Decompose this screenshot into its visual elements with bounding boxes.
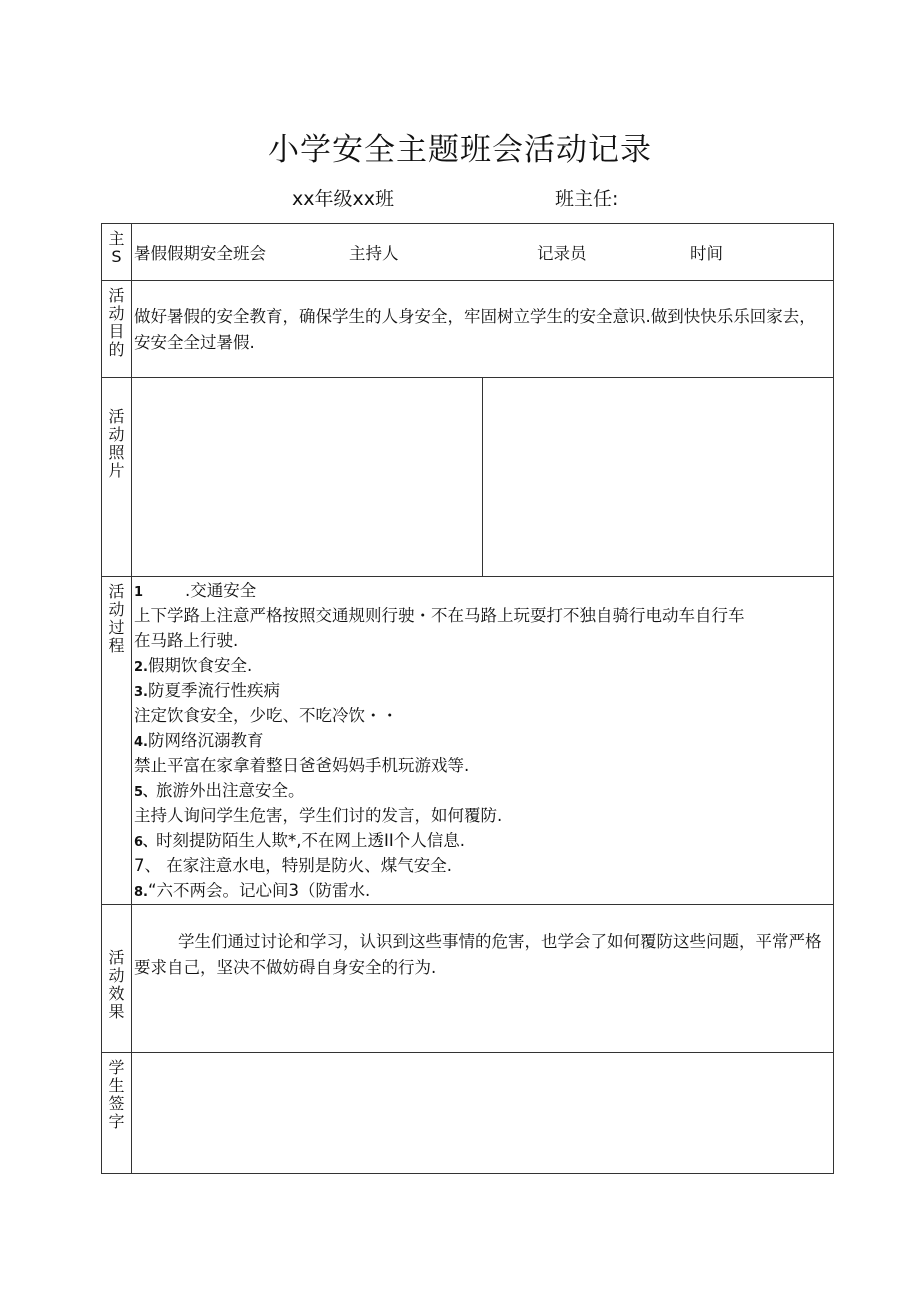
purpose-text: 做好暑假的安全教育，确保学生的人身安全，牢固树立学生的安全意识.做到快快乐乐回家去，安安全全过暑假. [134, 307, 816, 352]
process-line [134, 804, 831, 829]
process-line [134, 854, 831, 879]
process-line-number: 5、 [134, 785, 157, 800]
process-row [102, 577, 834, 905]
process-line [134, 879, 831, 904]
effect-cell [132, 905, 834, 1053]
process-line [134, 779, 831, 804]
process-line-text: 7、 在家注意水电，特别是防火、煤气安全. [134, 856, 452, 875]
topic-row [102, 224, 834, 281]
process-line-text: 在马路上行驶. [134, 631, 239, 650]
topic-cell [132, 224, 834, 281]
process-line-text: 时刻提防陌生人欺*,不在网上透II个人信息. [156, 831, 466, 850]
process-line-text: 主持人询问学生危害，学生们讨的发言，如何覆防. [134, 806, 503, 825]
process-label: 活 动 过 程 [102, 577, 132, 905]
recorder-label: 记录员 [537, 244, 587, 263]
signature-area[interactable] [132, 1053, 834, 1174]
process-line [134, 629, 831, 654]
process-line-text: “六不两会。记心间3（防雷水. [147, 881, 371, 900]
signature-row [102, 1053, 834, 1174]
topic-label: 主 S [102, 224, 132, 281]
signature-label: 学 生 签 字 [102, 1053, 132, 1174]
effect-row [102, 905, 834, 1053]
process-list [132, 577, 833, 904]
process-line-number: 6、 [134, 835, 157, 850]
photo-slot-right [483, 378, 834, 577]
process-line-text: 防网络沉溺教育 [147, 731, 264, 750]
process-line [134, 754, 831, 779]
record-table [101, 223, 834, 1174]
effect-label: 活 动 效 果 [102, 905, 132, 1053]
grade-class: xx年级xx班 [292, 188, 394, 210]
process-line-number: 3. [134, 685, 148, 700]
page-title: 小学安全主题班会活动记录 [268, 132, 652, 168]
purpose-row [102, 281, 834, 378]
purpose-label: 活 动 目 的 [102, 281, 132, 378]
process-line [134, 579, 831, 604]
process-line-number: 8. [134, 885, 148, 900]
photos-row [102, 378, 834, 577]
photo-slot-left [132, 378, 483, 577]
process-line [134, 604, 831, 629]
process-line-number: 4. [134, 735, 148, 750]
purpose-cell [132, 281, 834, 378]
process-line [134, 704, 831, 729]
time-label: 时间 [690, 244, 723, 263]
process-line [134, 654, 831, 679]
process-line-text: 旅游外出注意安全。 [156, 781, 305, 800]
process-line-number: 2. [134, 660, 148, 675]
process-line [134, 729, 831, 754]
process-line-text: 禁止平富在家拿着整日爸爸妈妈手机玩游戏等. [134, 756, 470, 775]
host-label: 主持人 [349, 244, 399, 263]
process-line [134, 679, 831, 704]
process-line [134, 829, 831, 854]
process-line-text: 上下学路上注意严格按照交通规则行驶・不在马路上玩耍打不独自骑行电动车自行车 [134, 606, 745, 625]
process-line-text: .交通安全 [143, 581, 257, 600]
process-line-text: 注定饮食安全，少吃、不吃冷饮・・ [134, 706, 398, 725]
photos-label: 活 动 照 片 [102, 378, 132, 577]
process-line-text: 假期饮食安全. [147, 656, 253, 675]
process-line-text: 防夏季流行性疾病 [147, 681, 280, 700]
process-line-number: 1 [134, 585, 144, 600]
process-cell [132, 577, 834, 905]
effect-text: 学生们通过讨论和学习，认识到这些事情的危害，也学会了如何覆防这些问题，平常严格要求自己，坚决不做妨碍自身安全的行为. [134, 932, 822, 977]
topic-name: 暑假假期安全班会 [134, 244, 266, 263]
head-teacher-label: 班主任: [555, 188, 619, 210]
